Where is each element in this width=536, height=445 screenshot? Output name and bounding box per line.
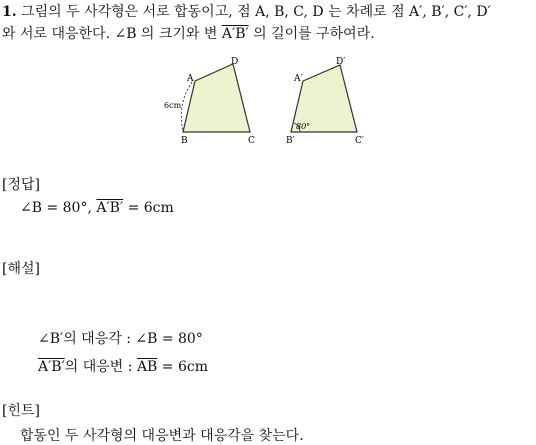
hint-text: 합동인 두 사각형의 대응변과 대응각을 찾는다. xyxy=(20,428,304,444)
answer-heading: [정답] xyxy=(2,177,40,193)
explanation-line-2 xyxy=(38,356,208,376)
angle-label: 80° xyxy=(296,122,311,131)
explanation-text-post: = 6cm xyxy=(157,359,208,375)
explanation-text-mid: 의 대응변 : xyxy=(64,359,137,375)
label-d: D xyxy=(231,57,239,67)
label-b-prime: B′ xyxy=(286,136,295,146)
answer-line xyxy=(20,200,174,216)
explanation-segment-1: A′B′ xyxy=(38,359,65,375)
label-a: A xyxy=(187,74,194,84)
explanation-segment-2: $\overline{AB}$ xyxy=(136,359,158,375)
problem-line-1 xyxy=(2,2,491,22)
answer-segment: A′B′ xyxy=(96,200,124,216)
side-length-label: 6cm xyxy=(164,101,182,110)
quadrilateral-figure xyxy=(150,52,380,152)
problem-text-2-pre: 와 서로 대응한다. ∠B 의 크기와 변 xyxy=(2,26,222,42)
explanation-heading: [해설] xyxy=(2,261,40,277)
segment-a-prime-b-prime: A′B′ xyxy=(221,26,249,42)
problem-number: 1. xyxy=(2,4,17,20)
answer-text-post: = 6cm xyxy=(123,200,174,216)
label-c-prime: C′ xyxy=(355,136,364,146)
label-c: C xyxy=(248,136,255,146)
label-b: B xyxy=(181,136,188,146)
answer-text-pre: ∠B = 80°, xyxy=(20,200,97,216)
label-a-prime: A′ xyxy=(294,74,303,84)
hint-heading: [힌트] xyxy=(2,403,40,419)
label-d-prime: D′ xyxy=(336,57,346,67)
problem-text-1: 그림의 두 사각형은 서로 합동이고, 점 A, B, C, D 는 차례로 점 A′, B′, C′, D′ xyxy=(21,4,491,20)
explanation-line-1: ∠B′의 대응각 : ∠B = 80° xyxy=(38,331,203,347)
problem-text-2-post: 의 길이를 구하여라. xyxy=(248,26,375,42)
problem-line-2 xyxy=(2,24,375,44)
